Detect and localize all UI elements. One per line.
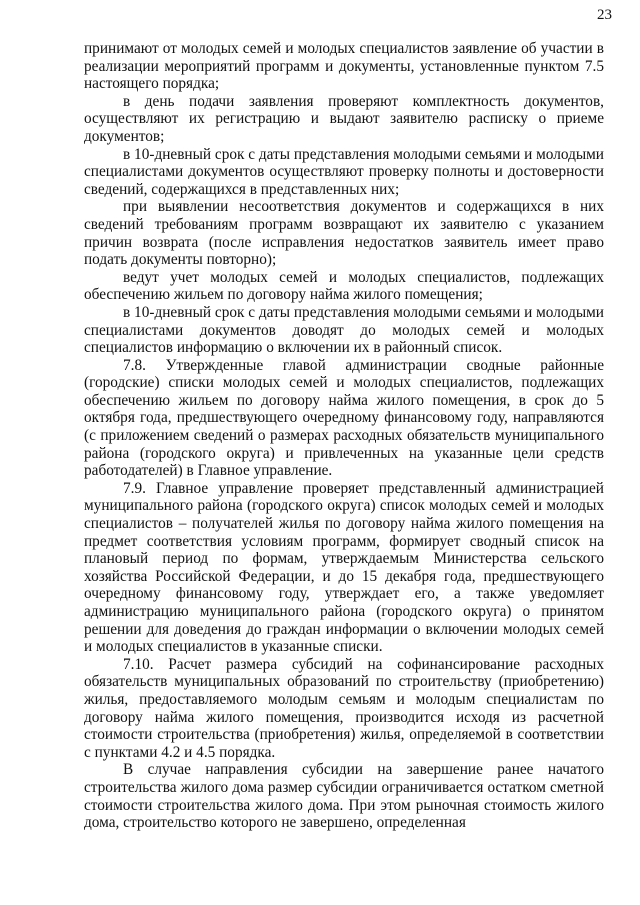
paragraph: в день подачи заявления проверяют комплектность документов, осуществляют их регистрацию и выдают заявителю расписку о приеме документов; — [84, 92, 604, 145]
page-number: 23 — [597, 7, 612, 23]
paragraph: принимают от молодых семей и молодых специалистов заявление об участии в реализации мероприятий программ и документы, установленные пунктом 7.5 настоящего порядка; — [84, 40, 604, 93]
paragraph-7-9: 7.9. Главное управление проверяет представленный администрацией муниципального района (городского округа) список молодых семей и молодых специалистов – получателей жилья по договору найма жилого помещения на предмет соответствия условиям программ, формирует сводный список на плановый период по формам, утверждаемым Министерства сельского хозяйства Российской Федерации, и до 15 декабря года, предшествующего очередному финансовому году, утверждает его, а также уведомляет администрацию муниципального района (городского округа) о принятом решении для доведения до граждан информации о включении молодых семей и молодых специалистов в указанные списки. — [84, 479, 604, 656]
paragraph-7-10: 7.10. Расчет размера субсидий на софинансирование расходных обязательств муниципальных образований по строительству (приобретению) жилья, предоставляемого молодым семьям и молодым специалистам по договору найма жилого помещения, производится исходя из расчетной стоимости строительства (приобретения) жилья, определяемой в соответствии с пунктами 4.2 и 4.5 порядка. — [84, 655, 604, 761]
paragraph-7-8: 7.8. Утвержденные главой администрации сводные районные (городские) списки молодых семей и молодых специалистов, подлежащих обеспечению жильем по договору найма жилого помещения, в срок до 5 октября года, предшествующего очередному финансовому году, направляются (с приложением сведений о размерах расходных обязательств муниципального района (городского округа) и привлеченных на указанные цели средств работодателей) в Главное управление. — [84, 356, 604, 480]
body-text — [84, 40, 604, 832]
paragraph: в 10-дневный срок с даты представления молодыми семьями и молодыми специалистами документов доводят до молодых семей и молодых специалистов информацию о включении их в районный список. — [84, 303, 604, 357]
paragraph: в 10-дневный срок с даты представления молодыми семьями и молодыми специалистами документов осуществляют проверку полноты и достоверности сведений, содержащихся в представленных них; — [84, 145, 604, 198]
paragraph: В случае направления субсидии на завершение ранее начатого строительства жилого дома размер субсидии ограничивается остатком сметной стоимости строительства жилого дома. При этом рыночная стоимость жилого дома, строительство которого не завершено, определенная — [84, 761, 604, 832]
paragraph: при выявлении несоответствия документов и содержащихся в них сведений требованиям программ возвращают их заявителю с указанием причин возврата (после исправления недостатков заявитель имеет право подать документы повторно); — [84, 198, 604, 269]
paragraph: ведут учет молодых семей и молодых специалистов, подлежащих обеспечению жильем по договору найма жилого помещения; — [84, 268, 604, 304]
